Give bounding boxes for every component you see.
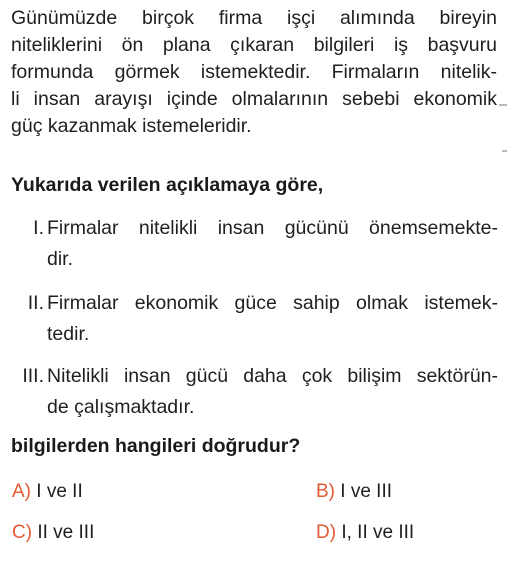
statement-text [47, 213, 498, 275]
passage-line: formunda görmek istemektedir. Firmaların nitelik- [11, 61, 497, 83]
statement-line: de çalışmaktadır. [47, 396, 195, 418]
question-prompt: bilgilerden hangileri doğrudur? [11, 435, 301, 457]
page-edge-mark [502, 150, 507, 152]
statement-text [47, 288, 498, 350]
passage-line: güç kazanmak istemeleridir. [11, 115, 252, 137]
passage-text [11, 5, 497, 140]
passage-line: li insan arayışı içinde olmalarının sebebi ekonomik [11, 88, 497, 110]
passage-line: niteliklerini ön plana çıkaran bilgileri iş başvuru [11, 34, 497, 56]
statement-line: Nitelikli insan gücü daha çok bilişim sektörün- [47, 365, 498, 387]
option-letter: D) [316, 522, 337, 543]
statement-text [47, 361, 498, 423]
statement-numeral: II. [27, 292, 44, 314]
page-edge-mark [499, 104, 507, 106]
option-a[interactable] [12, 480, 83, 504]
statement-numeral: III. [22, 365, 44, 387]
option-letter: B) [316, 481, 335, 502]
statement-line: tedir. [47, 323, 90, 345]
option-text: I ve II [36, 481, 83, 502]
option-text: I, II ve III [341, 522, 415, 543]
statement-numeral: I. [33, 217, 44, 239]
option-letter: C) [12, 522, 33, 543]
statement-line: dir. [47, 248, 74, 270]
question-intro: Yukarıda verilen açıklamaya göre, [11, 174, 324, 196]
statement-line: Firmalar ekonomik güce sahip olmak istemek- [47, 292, 498, 314]
passage-line: Günümüzde birçok firma işçi alımında bireyin [11, 7, 497, 29]
statement-line: Firmalar nitelikli insan gücünü önemsemekte- [47, 217, 498, 239]
option-d[interactable] [316, 521, 414, 545]
option-b[interactable] [316, 480, 392, 504]
option-text: II ve III [37, 522, 95, 543]
option-letter: A) [12, 481, 31, 502]
option-text: I ve III [340, 481, 393, 502]
option-c[interactable] [12, 521, 94, 545]
